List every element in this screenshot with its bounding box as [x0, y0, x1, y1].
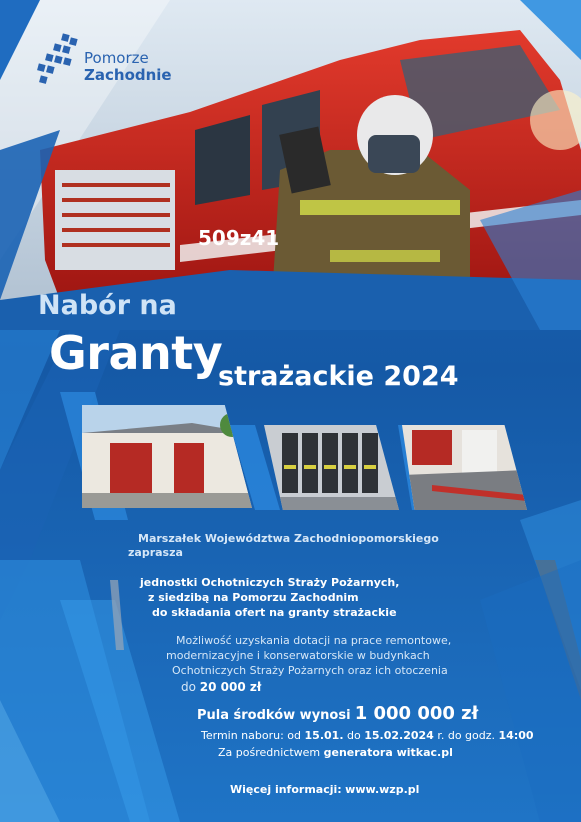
- photo-firefighter-lockers: [264, 425, 399, 510]
- funds-line: Pula środków wynosi 1 000 000 zł: [197, 703, 479, 724]
- invitees-line2: z siedzibą na Pomorzu Zachodnim: [148, 591, 359, 604]
- grant-info-line2: modernizacyjne i konserwatorskie w budynkach: [166, 649, 430, 662]
- logo-mark-icon: [32, 32, 80, 90]
- deadline-line: Termin naboru: od 15.01. do 15.02.2024 r. do godz. 14:00: [201, 729, 534, 742]
- grant-info-line1: Możliwość uzyskania dotacji na prace remontowe,: [176, 634, 452, 647]
- title-line1: Nabór na: [38, 290, 177, 321]
- title-line2: Granty: [49, 326, 223, 380]
- logo-line2: Zachodnie: [84, 66, 172, 84]
- grant-info-line4: do 20 000 zł: [181, 680, 262, 694]
- invitees-line1: jednostki Ochotniczych Straży Pożarnych,: [140, 576, 400, 589]
- more-info-link[interactable]: www.wzp.pl: [345, 783, 420, 796]
- intro-line1: Marszałek Województwa Zachodniopomorskiego: [138, 532, 439, 545]
- title-line3: strażackie 2024: [218, 361, 459, 392]
- invitees-line3: do składania ofert na granty strażackie: [152, 606, 397, 619]
- pomorze-zachodnie-logo: [32, 32, 182, 92]
- logo-line1: Pomorze: [84, 49, 149, 67]
- intro-line2: zaprasza: [128, 546, 183, 559]
- grant-info-line3: Ochotniczych Straży Pożarnych oraz ich otoczenia: [172, 664, 448, 677]
- vehicle-number: 509z41: [198, 226, 280, 250]
- generator-line: Za pośrednictwem generatora witkac.pl: [218, 746, 453, 759]
- more-info-line: Więcej informacji: www.wzp.pl: [230, 783, 420, 796]
- photo-fire-station-building: [82, 405, 252, 508]
